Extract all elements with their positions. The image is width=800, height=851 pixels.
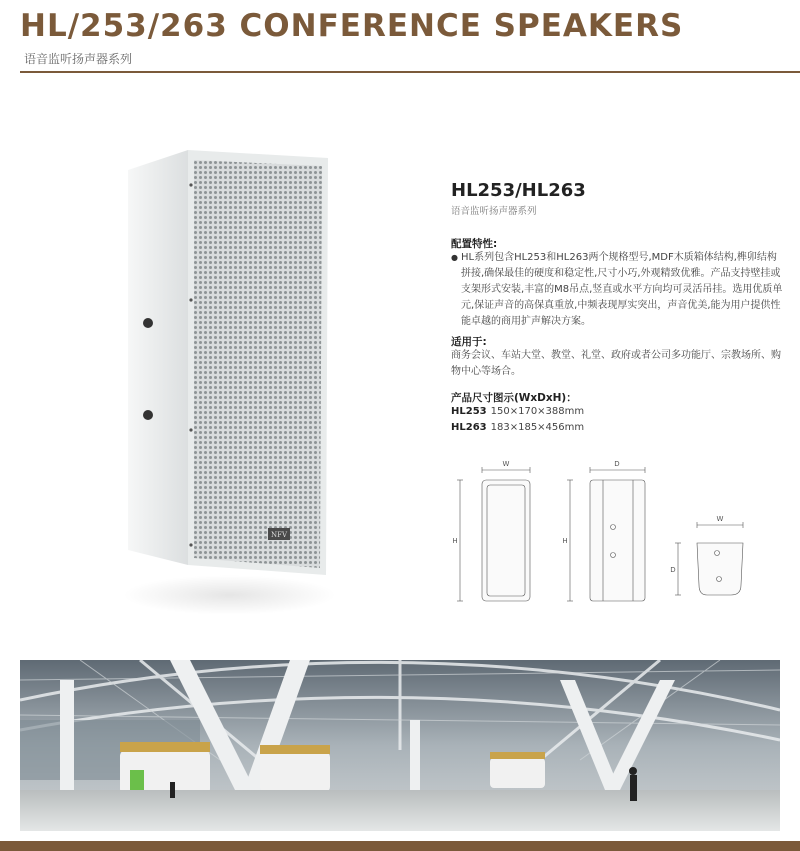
page-title: HL/253/263 CONFERENCE SPEAKERS — [20, 8, 684, 44]
dimension-drawings — [445, 455, 795, 615]
header-divider — [20, 71, 800, 73]
side-view-drawing — [567, 467, 645, 601]
height-label: H — [452, 537, 458, 545]
features-text-block — [451, 250, 786, 330]
depth-label: D — [670, 566, 676, 574]
usage-text: 商务会议、车站大堂、教堂、礼堂、政府或者公司多功能厅、宗教场所、购物中心等场合。 — [451, 350, 781, 377]
speaker-product-image — [128, 150, 328, 590]
dimension-model: HL253 — [451, 406, 487, 417]
depth-label: D — [614, 460, 620, 468]
dimension-value: 150×170×388mm — [490, 406, 585, 417]
page-subtitle: 语音监听扬声器系列 — [24, 52, 133, 66]
dimension-row — [451, 420, 786, 436]
features-text: ● HL系列包含HL253和HL263两个规格型号,MDF木质箱体结构,榫卯结构拼接,确保最佳的硬度和稳定性,尺寸小巧,外观精致优雅。产品支持壁挂或支架形式安装,丰富的M8吊点,竖直或水平方向均可灵活吊挂。选用优质单元,保证声音的高保真重放,中频表现厚实突出，声音优美,能为用户提供性能卓越的商用扩声解决方案。 — [451, 250, 786, 330]
dimension-row — [451, 404, 786, 420]
dimensions-list — [451, 404, 786, 436]
width-label: W — [502, 460, 510, 468]
height-label: H — [562, 537, 568, 545]
dimension-value: 183×185×456mm — [490, 422, 585, 433]
model-name: HL253/HL263 — [451, 180, 586, 201]
brand-badge: NFV — [270, 531, 288, 539]
dimensions-heading: 产品尺寸图示(WxDxH)： — [451, 392, 577, 404]
model-subtitle: 语音监听扬声器系列 — [451, 206, 537, 217]
width-label: W — [716, 515, 724, 523]
front-view-drawing — [457, 467, 530, 601]
station-hall-photo — [20, 660, 780, 831]
top-view-drawing — [675, 522, 743, 595]
dimension-model: HL263 — [451, 422, 487, 433]
footer-divider — [0, 841, 800, 851]
usage-heading: 适用于: — [451, 336, 487, 348]
features-heading: 配置特性: — [451, 238, 498, 250]
